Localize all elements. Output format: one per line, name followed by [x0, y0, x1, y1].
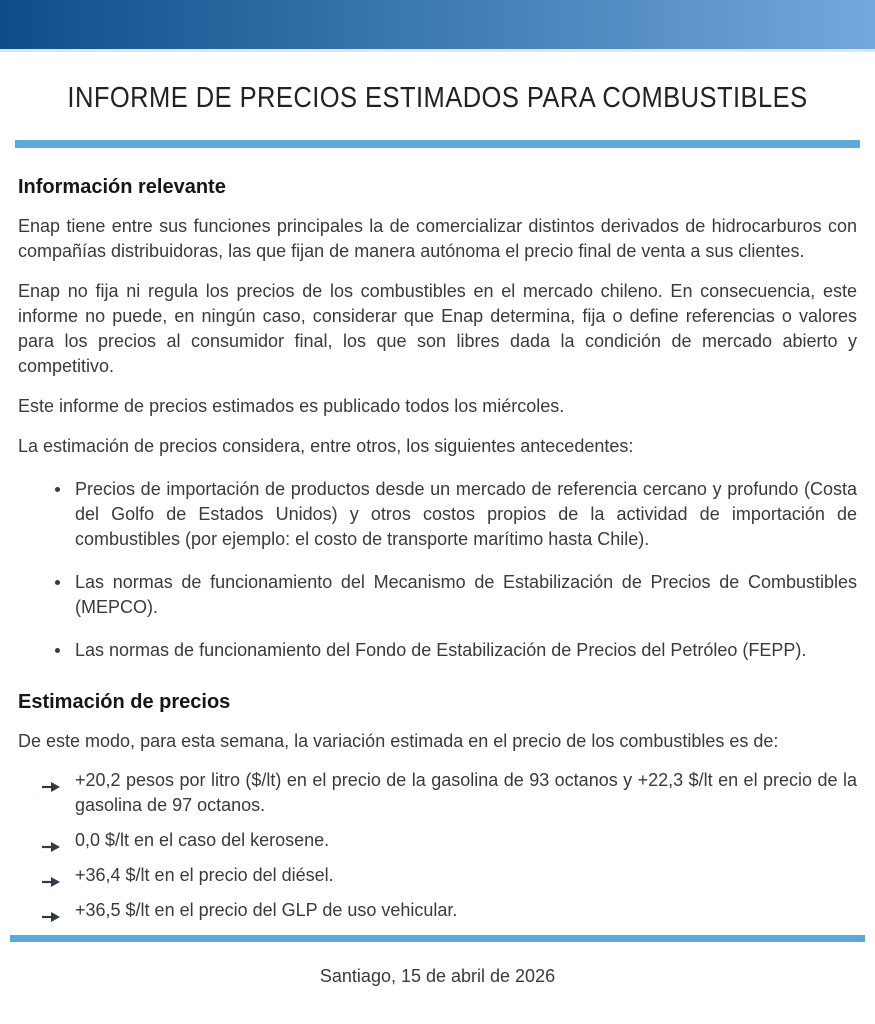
- footer-date: Santiago, 15 de abril de 2026: [319, 966, 556, 986]
- list-item: [18, 863, 857, 888]
- list-item: [18, 638, 857, 663]
- right-arrow-icon: [41, 870, 61, 882]
- list-item-text: Las normas de funcionamiento del Fondo de Estabilización de Precios del Petróleo (FEPP).: [75, 640, 807, 660]
- list-item-text: +36,5 $/lt en el precio del GLP de uso vehicular.: [75, 900, 458, 920]
- paragraph-antecedentes-intro: La estimación de precios considera, entre otros, los siguientes antecedentes:: [18, 436, 634, 456]
- document-footer: [0, 935, 875, 989]
- list-item-text: Precios de importación de productos desde un mercado de referencia cercano y profundo (Costa del Golfo de Estados Unidos) y otros costos propios de la actividad de importación de combustibles (por ejemplo: el costo de transporte marítimo hasta Chile).: [75, 479, 857, 549]
- list-item-text: 0,0 $/lt en el caso del kerosene.: [75, 830, 330, 850]
- top-banner: [0, 0, 875, 52]
- document-body: [0, 176, 875, 923]
- paragraph-variacion-intro: De este modo, para esta semana, la variación estimada en el precio de los combustibles es de:: [18, 731, 779, 751]
- paragraph-enap-funciones: Enap tiene entre sus funciones principales la de comercializar distintos derivados de hidrocarburos con compañías distribuidoras, las que fijan de manera autónoma el precio final de venta a sus clientes.: [18, 216, 857, 261]
- list-item-text: +36,4 $/lt en el precio del diésel.: [75, 865, 334, 885]
- list-item: [18, 477, 857, 552]
- right-arrow-icon: [41, 835, 61, 847]
- bullet-icon: [55, 648, 60, 653]
- paragraph-enap-no-fija: Enap no fija ni regula los precios de los combustibles en el mercado chileno. En consecuencia, este informe no puede, en ningún caso, considerar que Enap determina, fija o define referencias o valores para los precios al consumidor final, los que son libres dada la condición de mercado abierto y competitivo.: [18, 281, 857, 376]
- title-divider: [15, 140, 860, 148]
- list-item: [18, 898, 857, 923]
- bullet-icon: [55, 487, 60, 492]
- list-item: [18, 768, 857, 818]
- list-item: [18, 828, 857, 853]
- right-arrow-icon: [41, 775, 61, 787]
- list-item-text: Las normas de funcionamiento del Mecanismo de Estabilización de Precios de Combustibles (MEPCO).: [75, 572, 857, 617]
- page-title: INFORME DE PRECIOS ESTIMADOS PARA COMBUSTIBLES: [67, 82, 808, 114]
- footer-divider: [10, 935, 865, 942]
- right-arrow-icon: [41, 905, 61, 917]
- antecedentes-list: [18, 477, 857, 663]
- list-item: [18, 570, 857, 620]
- paragraph-publicado-miercoles: Este informe de precios estimados es publicado todos los miércoles.: [18, 396, 565, 416]
- variacion-precios-list: [18, 768, 857, 923]
- list-item-text: +20,2 pesos por litro ($/lt) en el precio de la gasolina de 93 octanos y +22,3 $/lt en el precio de la gasolina de 97 octanos.: [75, 770, 857, 815]
- bullet-icon: [55, 580, 60, 585]
- section-heading-estimacion-precios: Estimación de precios: [18, 691, 231, 713]
- section-heading-informacion-relevante: Información relevante: [18, 176, 226, 198]
